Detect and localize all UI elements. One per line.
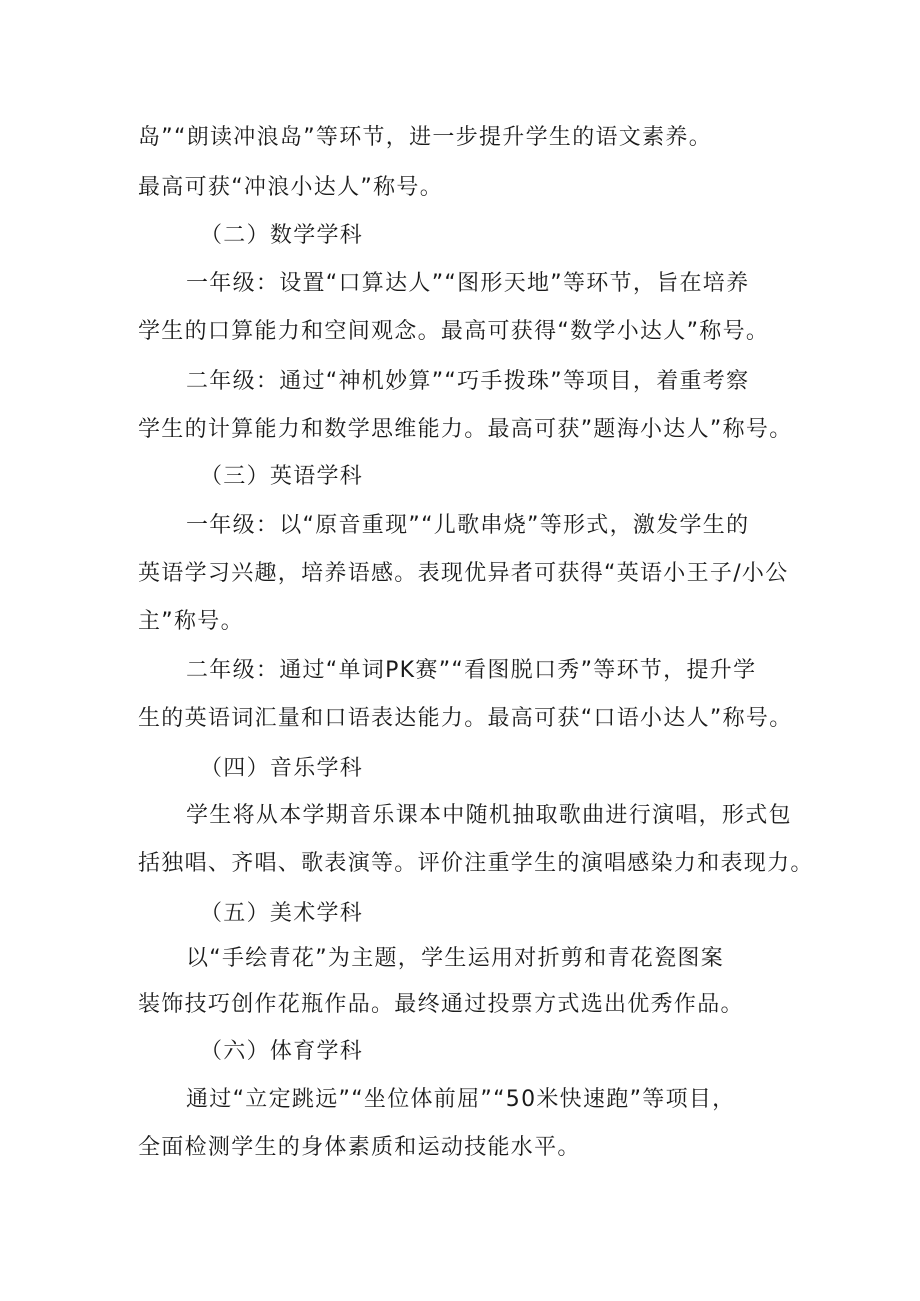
text-line: 岛”“朗读冲浪岛”等环节，进一步提升学生的语文素养。 bbox=[138, 125, 712, 150]
text-line: 括独唱、齐唱、歌表演等。评价注重学生的演唱感染力和表现力。 bbox=[138, 851, 814, 876]
text-line: 学生的口算能力和空间观念。最高可获得“数学小达人”称号。 bbox=[138, 319, 770, 344]
text-line: 最高可获“冲浪小达人”称号。 bbox=[138, 175, 443, 200]
text-line: 二年级：通过“神机妙算”“巧手拨珠”等项目，着重考察 bbox=[186, 369, 750, 394]
text-line: 全面检测学生的身体素质和运动技能水平。 bbox=[138, 1135, 581, 1160]
section-heading-music: （四）音乐学科 bbox=[200, 756, 364, 781]
section-heading-math: （二）数学学科 bbox=[200, 223, 364, 248]
text-line: 以“手绘青花”为主题，学生运用对折剪和青花瓷图案 bbox=[186, 946, 724, 971]
section-heading-pe: （六）体育学科 bbox=[200, 1039, 364, 1064]
text-line: 通过“立定跳远”“坐位体前屈”“50米快速跑”等项目， bbox=[186, 1087, 736, 1112]
text-line: 一年级：以“原音重现”“儿歌串烧”等形式，激发学生的 bbox=[186, 513, 750, 538]
section-heading-art: （五）美术学科 bbox=[200, 901, 364, 926]
text-line: 学生的计算能力和数学思维能力。最高可获”题海小达人”称号。 bbox=[138, 417, 793, 442]
text-line: 主”称号。 bbox=[138, 609, 244, 634]
text-line: 英语学习兴趣，培养语感。表现优异者可获得“英语小王子/小公 bbox=[138, 561, 789, 586]
text-line: 装饰技巧创作花瓶作品。最终通过投票方式选出优秀作品。 bbox=[138, 992, 744, 1017]
text-line: 生的英语词汇量和口语表达能力。最高可获“口语小达人”称号。 bbox=[138, 706, 793, 731]
text-line: 一年级：设置“口算达人”“图形天地”等环节，旨在培养 bbox=[186, 271, 750, 296]
text-line: 二年级：通过“单词PK赛”“看图脱口秀”等环节，提升学 bbox=[186, 658, 757, 683]
section-heading-english: （三）英语学科 bbox=[200, 464, 364, 489]
text-line: 学生将从本学期音乐课本中随机抽取歌曲进行演唱，形式包 bbox=[186, 803, 792, 828]
